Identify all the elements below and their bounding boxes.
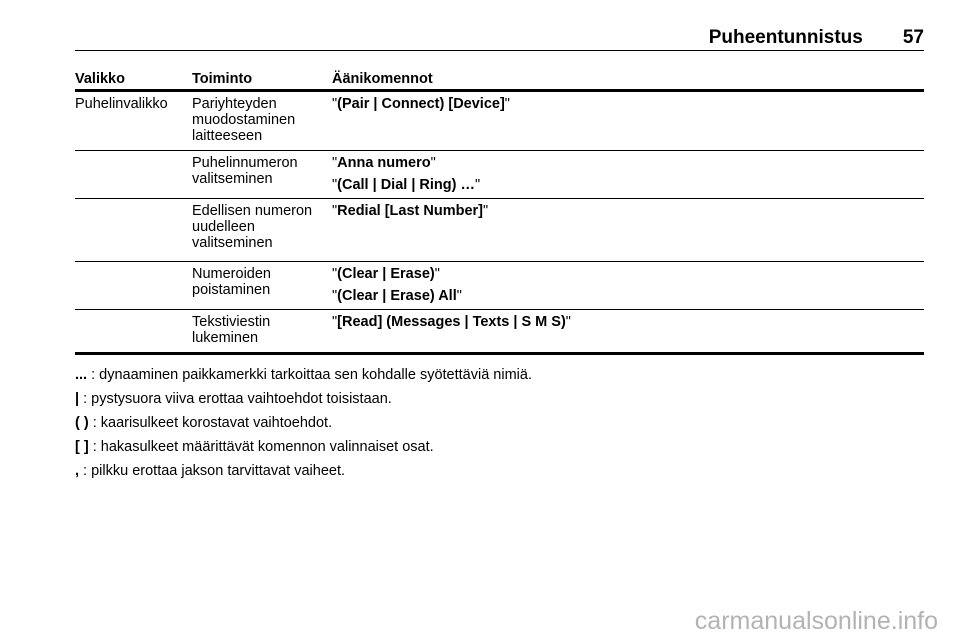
voice-command-table [75, 69, 924, 355]
table-row [75, 151, 924, 198]
voice-command: "Anna numero" [332, 155, 436, 171]
commands-cell [332, 262, 924, 309]
voice-command: "(Pair | Connect) [Device]" [332, 96, 510, 112]
column-header-function: Toiminto [192, 71, 253, 87]
notation-notes [75, 367, 924, 487]
menu-cell [75, 199, 192, 261]
voice-command: "[Read] (Messages | Texts | S M S)" [332, 314, 571, 330]
menu-cell: Puhelinvalikko [75, 96, 168, 112]
column-header-commands: Äänikomennot [332, 71, 433, 87]
note-item [75, 439, 924, 456]
note-item [75, 415, 924, 432]
table-row [75, 310, 924, 352]
note-symbol: [ ] [75, 439, 89, 455]
function-cell: Edellisen numeron uudelleen valitseminen [192, 203, 313, 251]
voice-command: "(Clear | Erase)" [332, 266, 440, 282]
table-bottom-rule [75, 352, 924, 355]
menu-cell [75, 151, 192, 198]
voice-command: "Redial [Last Number]" [332, 203, 489, 219]
page-title: Puheentunnistus [708, 27, 863, 48]
watermark-text: carmanualsonline.info [694, 607, 938, 635]
menu-cell [75, 262, 192, 309]
note-text: : hakasulkeet määrittävät komennon valinnaiset osat. [88, 439, 434, 455]
commands-cell [332, 151, 924, 198]
note-text: : kaarisulkeet korostavat vaihtoehdot. [88, 415, 333, 431]
voice-command: "(Call | Dial | Ring) …" [332, 177, 481, 193]
note-item [75, 391, 924, 408]
header-divider [75, 50, 924, 51]
menu-cell [75, 310, 192, 352]
function-cell: Tekstiviestin lukeminen [192, 314, 271, 346]
table-row [75, 199, 924, 261]
page-number: 57 [902, 27, 924, 48]
commands-cell [332, 199, 924, 261]
column-header-menu: Valikko [75, 71, 125, 87]
note-item [75, 463, 924, 480]
note-symbol: ... [75, 367, 88, 383]
function-cell: Numeroiden poistaminen [192, 266, 271, 298]
voice-command: "(Clear | Erase) All" [332, 288, 462, 304]
commands-cell [332, 310, 924, 352]
function-cell: Pariyhteyden muodostaminen laitteeseen [192, 96, 296, 144]
table-header [75, 69, 924, 87]
note-symbol: | [75, 391, 80, 407]
note-symbol: , [75, 463, 80, 479]
commands-cell [332, 92, 924, 150]
table-row [75, 92, 924, 150]
note-symbol: ( ) [75, 415, 89, 431]
page-header [75, 27, 924, 51]
note-text: : pilkku erottaa jakson tarvittavat vaiheet. [79, 463, 346, 479]
table-row [75, 262, 924, 309]
note-item [75, 367, 924, 384]
note-text: : pystysuora viiva erottaa vaihtoehdot toisistaan. [79, 391, 392, 407]
function-cell: Puhelinnumeron valitseminen [192, 155, 298, 187]
note-text: : dynaaminen paikkamerkki tarkoittaa sen kohdalle syötettäviä nimiä. [87, 367, 532, 383]
